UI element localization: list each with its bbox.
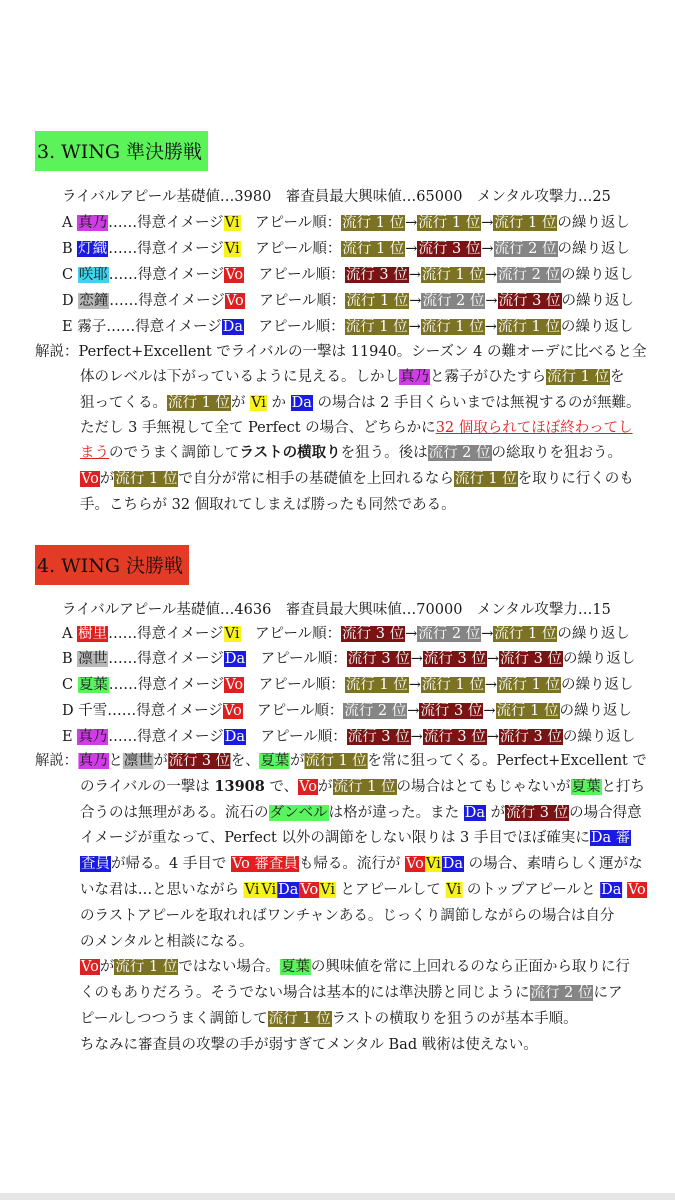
highlight-blue: Da	[278, 882, 299, 898]
section-3-line-11	[80, 442, 622, 464]
section-4-line-16	[80, 982, 622, 1004]
highlight-olive: 流行 1 位	[115, 471, 178, 487]
highlight-blue: 灯織	[78, 241, 108, 257]
highlight-vio: 真乃	[400, 369, 429, 385]
highlight-red: Vo	[81, 471, 99, 487]
section-4-line-12	[80, 879, 647, 901]
highlight-olive: 流行 1 位	[421, 267, 484, 283]
text-run: の繰り返し	[559, 703, 632, 719]
text-run: →	[486, 729, 499, 745]
highlight-maroon: 流行 3 位	[499, 651, 562, 667]
section-4-line-9	[80, 802, 642, 824]
text-run: →	[484, 319, 497, 335]
highlight-olive: 流行 1 位	[333, 779, 396, 795]
text-run: アピール順：	[246, 729, 347, 745]
text-run: で、	[264, 779, 299, 795]
text-run: の繰り返し	[561, 293, 635, 309]
text-run: ではない場合。	[178, 959, 280, 975]
highlight-vio: 真乃	[78, 753, 108, 769]
highlight-red: 樹里	[78, 626, 108, 642]
highlight-red: Vo	[225, 267, 244, 283]
highlight-silver: 恋鐘	[79, 293, 109, 309]
highlight-gray: 流行 2 位	[344, 703, 407, 719]
section-4-line-10	[80, 827, 631, 849]
text-run: の場合、素晴らしく運がな	[464, 856, 643, 872]
text-run: →	[408, 267, 421, 283]
section-4-line-17	[80, 1008, 578, 1030]
section-4-line-8	[80, 776, 645, 798]
text-run: と打ち	[601, 779, 645, 795]
highlight-olive: 流行 1 位	[342, 215, 405, 231]
section-3-title: 3. WING 準決勝戦	[35, 131, 208, 171]
section-4-line-2	[62, 623, 630, 645]
text-run: の総取りを狙おう。	[491, 445, 623, 461]
text-run: で自分が常に相手の基礎値を上回れるなら	[178, 471, 454, 487]
highlight-blue: Da	[224, 651, 246, 667]
text-run: 解説：Perfect+Excellent でライバルの一撃は 11940。シーズン 4 の難オーデに比べると全	[35, 344, 647, 360]
text-run: の興味値を常に上回れるのなら正面から取りに行	[310, 959, 630, 975]
text-run: のでうまく調節して	[109, 445, 240, 461]
highlight-red: Vo 審査員	[231, 856, 298, 872]
text-run: が	[99, 959, 115, 975]
section-3-line-10	[80, 417, 633, 439]
text-run: の場合は 2 手目くらいまでは無視するのが無難。	[312, 395, 641, 411]
text-run: の繰り返し	[557, 215, 630, 231]
text-run: のライバルの一撃は	[80, 779, 215, 795]
text-run: アピール順：	[244, 267, 345, 283]
section-4-line-18	[80, 1034, 538, 1056]
section-3-line-5	[62, 290, 634, 312]
text-run: D 千雪……得意イメージ	[62, 703, 223, 719]
text-run: →	[481, 215, 494, 231]
text-run: くのもありだろう。そうでない場合は基本的には準決勝と同じように	[80, 985, 530, 1001]
highlight-blue: Da	[291, 395, 312, 411]
text-run: ……得意イメージ	[108, 241, 224, 257]
text-run: の場合得意	[569, 805, 642, 821]
highlight-maroon: 流行 3 位	[423, 651, 486, 667]
text-run: は格が違った。また	[328, 805, 464, 821]
section-4-title: 4. WING 決勝戦	[35, 545, 189, 585]
highlight-blue: Da	[224, 729, 246, 745]
text-run: →	[484, 267, 498, 283]
section-4-line-6	[62, 726, 635, 748]
highlight-olive: 流行 1 位	[498, 677, 560, 693]
section-3-line-3	[62, 238, 630, 260]
text-run: ピールしつつうまく調節して	[80, 1011, 268, 1027]
text-run: が帰る。4 手目で	[111, 856, 231, 872]
text-run: が	[486, 805, 506, 821]
highlight-cyan: 咲耶	[78, 267, 108, 283]
highlight-olive: 流行 1 位	[421, 319, 484, 335]
highlight-yellow: Vi	[224, 241, 240, 257]
highlight-red: Vo	[223, 703, 242, 719]
text-run: 狙ってくる。	[80, 395, 167, 411]
text-run: ラストの横取りを狙うのが基本手順。	[331, 1011, 578, 1027]
highlight-bold: 13908	[214, 778, 265, 795]
highlight-olive: 流行 1 位	[115, 959, 178, 975]
highlight-olive: 流行 1 位	[547, 369, 609, 385]
text-run: E	[62, 729, 78, 745]
highlight-maroon: 流行 3 位	[342, 626, 405, 642]
section-3-line-8	[80, 366, 624, 388]
highlight-olive: 流行 1 位	[421, 677, 484, 693]
section-4-line-7	[35, 750, 647, 772]
text-run: B	[62, 651, 78, 667]
highlight-yellow: Vi	[251, 395, 266, 411]
text-run: の繰り返し	[557, 626, 630, 642]
highlight-blue: Da	[222, 319, 244, 335]
text-run: のメンタルと相談になる。	[80, 934, 254, 950]
highlight-silver: 凛世	[78, 651, 108, 667]
highlight-maroon: 流行 3 位	[347, 651, 410, 667]
text-run: にア	[593, 985, 623, 1001]
highlight-yellow: Vi	[261, 882, 277, 898]
text-run: ライバルアピール基礎値…4636 審査員最大興味値…70000 メンタル攻撃力…15	[62, 602, 611, 618]
highlight-maroon: 流行 3 位	[418, 241, 481, 257]
highlight-maroon: 流行 3 位	[423, 729, 486, 745]
text-run: とアピールして	[335, 882, 446, 898]
text-run: が	[318, 779, 333, 795]
highlight-yellow: Vi	[224, 626, 240, 642]
highlight-olive: 流行 1 位	[497, 319, 560, 335]
text-run: →	[484, 677, 498, 693]
text-run: アピール順：	[244, 319, 345, 335]
text-run: と霧子がひたすら	[430, 369, 546, 385]
text-run: C	[62, 677, 78, 693]
text-run: ……得意イメージ	[109, 293, 225, 309]
highlight-red: Vo	[300, 882, 319, 898]
highlight-green: 夏葉	[571, 779, 601, 795]
highlight-olive: 流行 1 位	[454, 471, 517, 487]
text-run: ただし 3 手無視して全て Perfect の場合、どちらかに	[80, 420, 436, 436]
text-run: A	[62, 215, 78, 231]
highlight-red: Vo	[225, 677, 244, 693]
highlight-red: Vo	[81, 959, 99, 975]
section-4-line-4	[62, 674, 633, 696]
highlight-olive: 流行 1 位	[345, 677, 408, 693]
highlight-ul: まう	[80, 445, 109, 461]
text-run: →	[407, 703, 420, 719]
text-run: E 霧子……得意イメージ	[62, 319, 222, 335]
text-run: →	[408, 677, 421, 693]
text-run: →	[405, 215, 418, 231]
highlight-maroon: 流行 3 位	[347, 729, 410, 745]
text-run: ……得意イメージ	[108, 267, 225, 283]
text-run: D	[62, 293, 79, 309]
highlight-maroon: 流行 3 位	[506, 805, 569, 821]
text-run: ……得意イメージ	[108, 626, 224, 642]
highlight-blue: Da	[464, 805, 486, 821]
text-run: いな君は…と思いながら	[80, 882, 244, 898]
highlight-yellow: Vi	[320, 882, 335, 898]
highlight-yellow: Vi	[224, 215, 240, 231]
highlight-red: Vo	[225, 293, 244, 309]
highlight-blue: Da	[442, 856, 464, 872]
text-run: の繰り返し	[557, 241, 631, 257]
text-run: アピール順：	[240, 626, 342, 642]
text-run: のラストアピールを取れればワンチャンある。じっくり調節しながらの場合は自分	[80, 908, 615, 924]
text-run: →	[483, 703, 496, 719]
highlight-vio: 真乃	[78, 215, 108, 231]
highlight-gray: 流行 2 位	[428, 445, 491, 461]
highlight-olive: 流行 1 位	[496, 703, 559, 719]
text-run: イメージが重なって、Perfect 以外の調節をしない限りは 3 手目でほぼ確実に	[80, 830, 590, 846]
text-run: →	[409, 293, 422, 309]
highlight-gray: 流行 2 位	[494, 241, 557, 257]
text-run: のトップアピールと	[462, 882, 601, 898]
section-3-line-2	[62, 212, 630, 234]
text-run: か	[266, 395, 291, 411]
section-3-line-1	[62, 186, 611, 208]
text-run: を狙う。後は	[340, 445, 428, 461]
highlight-yellow: Vi	[446, 882, 462, 898]
highlight-maroon: 流行 3 位	[498, 293, 561, 309]
text-run: が	[290, 753, 305, 769]
highlight-gray: 流行 2 位	[498, 267, 560, 283]
section-3-line-13	[80, 494, 456, 516]
highlight-ul: 32 個取られてほぼ終わってし	[435, 420, 633, 436]
highlight-blue: Da	[601, 882, 622, 898]
section-4-line-15	[80, 956, 630, 978]
highlight-olive: 流行 1 位	[494, 626, 557, 642]
text-run: 手。こちらが 32 個取れてしまえば勝ったも同然である。	[80, 497, 456, 513]
text-run: →	[410, 729, 423, 745]
text-run: ……得意イメージ	[108, 215, 224, 231]
section-3-line-7	[35, 341, 646, 363]
highlight-green: 夏葉	[260, 753, 290, 769]
highlight-silver: 凛世	[123, 753, 153, 769]
highlight-olive: 流行 1 位	[346, 293, 409, 309]
section-4-line-3	[62, 648, 635, 670]
section-3-line-6	[62, 316, 633, 338]
highlight-maroon: 流行 3 位	[345, 267, 408, 283]
highlight-green: 夏葉	[280, 959, 310, 975]
highlight-olive: 流行 1 位	[418, 215, 481, 231]
highlight-blue: Da 審	[590, 830, 631, 846]
text-run: を取りに行くのも	[517, 471, 634, 487]
text-run: アピール順：	[242, 703, 344, 719]
highlight-maroon: 流行 3 位	[168, 753, 230, 769]
text-run: アピール順：	[240, 241, 342, 257]
text-run: の場合はとてもじゃないが	[396, 779, 571, 795]
highlight-yellow: Vi	[244, 882, 260, 898]
section-3-line-12	[80, 468, 634, 490]
text-run: →	[405, 241, 418, 257]
text-run: ……得意イメージ	[108, 651, 224, 667]
highlight-vio: 真乃	[78, 729, 108, 745]
highlight-green: 夏葉	[78, 677, 108, 693]
highlight-olive: 流行 1 位	[345, 319, 408, 335]
highlight-olive: 流行 1 位	[494, 215, 557, 231]
text-run: ……得意イメージ	[108, 677, 225, 693]
text-run: 体のレベルは下がっているように見える。しかし	[80, 369, 399, 385]
text-run: を	[609, 369, 625, 385]
text-run: を、	[230, 753, 260, 769]
highlight-green: ダンベル	[269, 805, 328, 821]
section-3-line-9	[80, 392, 640, 414]
text-run: A	[62, 626, 78, 642]
text-run: が	[230, 395, 251, 411]
section-4-line-13	[80, 905, 614, 927]
highlight-red: Vo	[406, 856, 424, 872]
highlight-olive: 流行 1 位	[168, 395, 230, 411]
section-4-line-11	[80, 853, 643, 875]
highlight-olive: 流行 1 位	[268, 1011, 331, 1027]
highlight-gray: 流行 2 位	[422, 293, 485, 309]
section-4-line-1	[62, 599, 611, 621]
text-run: も帰る。流行が	[298, 856, 406, 872]
text-run: を常に狙ってくる。Perfect+Excellent で	[367, 753, 647, 769]
text-run: →	[485, 293, 498, 309]
text-run: C	[62, 267, 78, 283]
highlight-yellow: Vi	[425, 856, 441, 872]
text-run: アピール順：	[244, 677, 345, 693]
text-run: と	[108, 753, 123, 769]
highlight-red: Vo	[627, 882, 646, 898]
section-4-line-14	[80, 931, 253, 953]
section-4-line-5	[62, 700, 632, 722]
highlight-olive: 流行 1 位	[305, 753, 367, 769]
text-run: →	[408, 319, 421, 335]
text-run: B	[62, 241, 78, 257]
highlight-olive: 流行 1 位	[342, 241, 405, 257]
text-run: の繰り返し	[560, 267, 634, 283]
text-run: 合うのは無理がある。流石の	[80, 805, 269, 821]
highlight-maroon: 流行 3 位	[499, 729, 562, 745]
text-run: →	[481, 241, 494, 257]
text-run: の繰り返し	[562, 729, 636, 745]
highlight-maroon: 流行 3 位	[420, 703, 483, 719]
highlight-gray: 流行 2 位	[418, 626, 481, 642]
highlight-red: Vo	[299, 779, 318, 795]
text-run: が	[99, 471, 115, 487]
text-run: →	[481, 626, 494, 642]
text-run: が	[153, 753, 168, 769]
bottom-edge	[0, 1193, 675, 1200]
text-run: →	[486, 651, 499, 667]
text-run: アピール順：	[244, 293, 346, 309]
text-run: ……得意イメージ	[108, 729, 224, 745]
text-run: の繰り返し	[560, 677, 634, 693]
highlight-bold: ラストの横取り	[239, 444, 341, 461]
text-run: ちなみに審査員の攻撃の手が弱すぎてメンタル Bad 戦術は使えない。	[80, 1037, 538, 1053]
text-run: →	[405, 626, 418, 642]
highlight-blue: 査員	[81, 856, 110, 872]
text-run: →	[410, 651, 423, 667]
text-run: アピール順：	[246, 651, 347, 667]
text-run: アピール順：	[240, 215, 342, 231]
highlight-gray: 流行 2 位	[530, 985, 593, 1001]
text-run: の繰り返し	[560, 319, 634, 335]
text-run: 解説：	[35, 753, 78, 769]
text-run: の繰り返し	[562, 651, 636, 667]
section-3-line-4	[62, 264, 633, 286]
text-run: ライバルアピール基礎値…3980 審査員最大興味値…65000 メンタル攻撃力…25	[62, 189, 611, 205]
